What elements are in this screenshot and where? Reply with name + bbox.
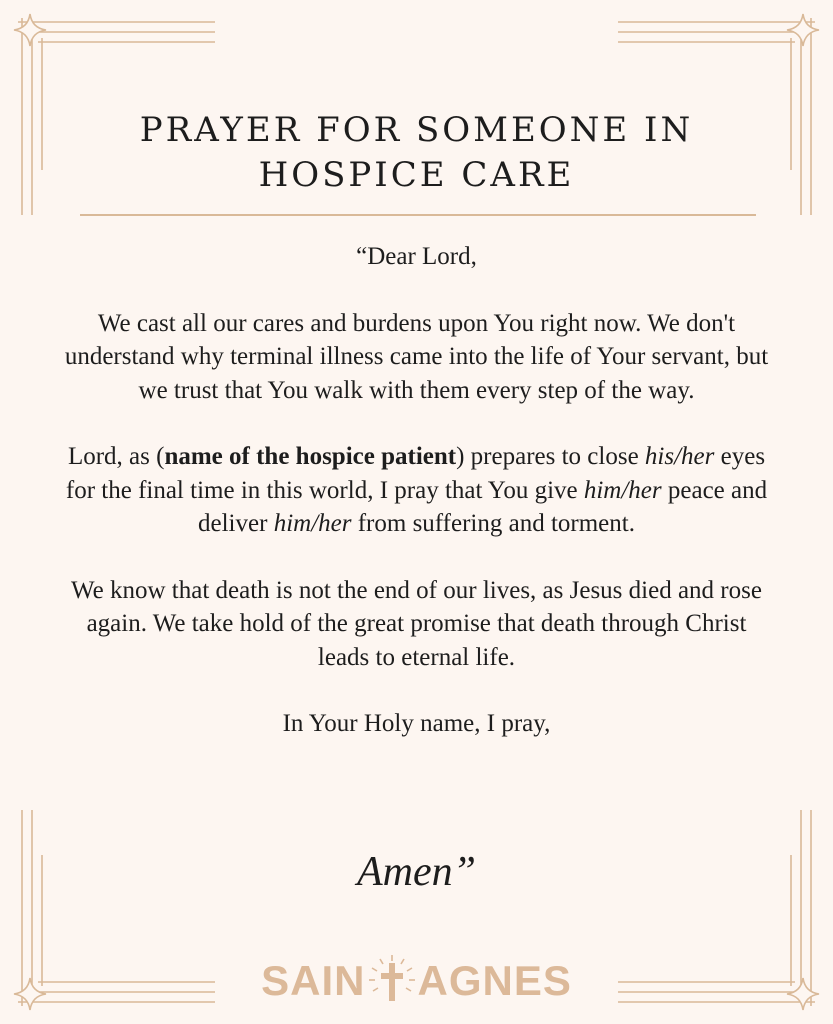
- prayer-greeting: “Dear Lord,: [356, 243, 477, 270]
- brand-text-left: SAIN: [261, 957, 366, 1004]
- prayer-body: [60, 240, 773, 774]
- cross-sunburst-icon: [366, 953, 418, 1005]
- pronoun-placeholder: him/her: [273, 510, 352, 537]
- title-line-2: HOSPICE CARE: [258, 155, 575, 195]
- patient-name-placeholder: name of the hospice patient: [164, 443, 457, 470]
- prayer-closing: In Your Holy name, I pray,: [282, 710, 551, 737]
- prayer-paragraph-2: Lord, as (name of the hospice patient) prepares to close his/her eyes for the final time in this world, I pray that You give him/her peace and deliver him/her from suffering and torment.: [65, 443, 768, 537]
- title-line-1: PRAYER FOR SOMEONE IN: [139, 110, 694, 150]
- brand-text-right: AGNES: [417, 957, 572, 1004]
- title-divider: [80, 214, 756, 216]
- page-title: [0, 108, 833, 198]
- prayer-amen: Amen”: [357, 849, 476, 895]
- pronoun-placeholder: his/her: [644, 443, 715, 470]
- brand-logo: [0, 957, 833, 1005]
- pronoun-placeholder: him/her: [583, 476, 662, 504]
- prayer-paragraph-3: We know that death is not the end of our lives, as Jesus died and rose again. We take hold of the great promise that death through Christ leads to eternal life.: [71, 576, 762, 671]
- prayer-paragraph-1: We cast all our cares and burdens upon You right now. We don't understand why terminal illness came into the life of Your servant, but we trust that You walk with them every step of the way.: [64, 309, 769, 404]
